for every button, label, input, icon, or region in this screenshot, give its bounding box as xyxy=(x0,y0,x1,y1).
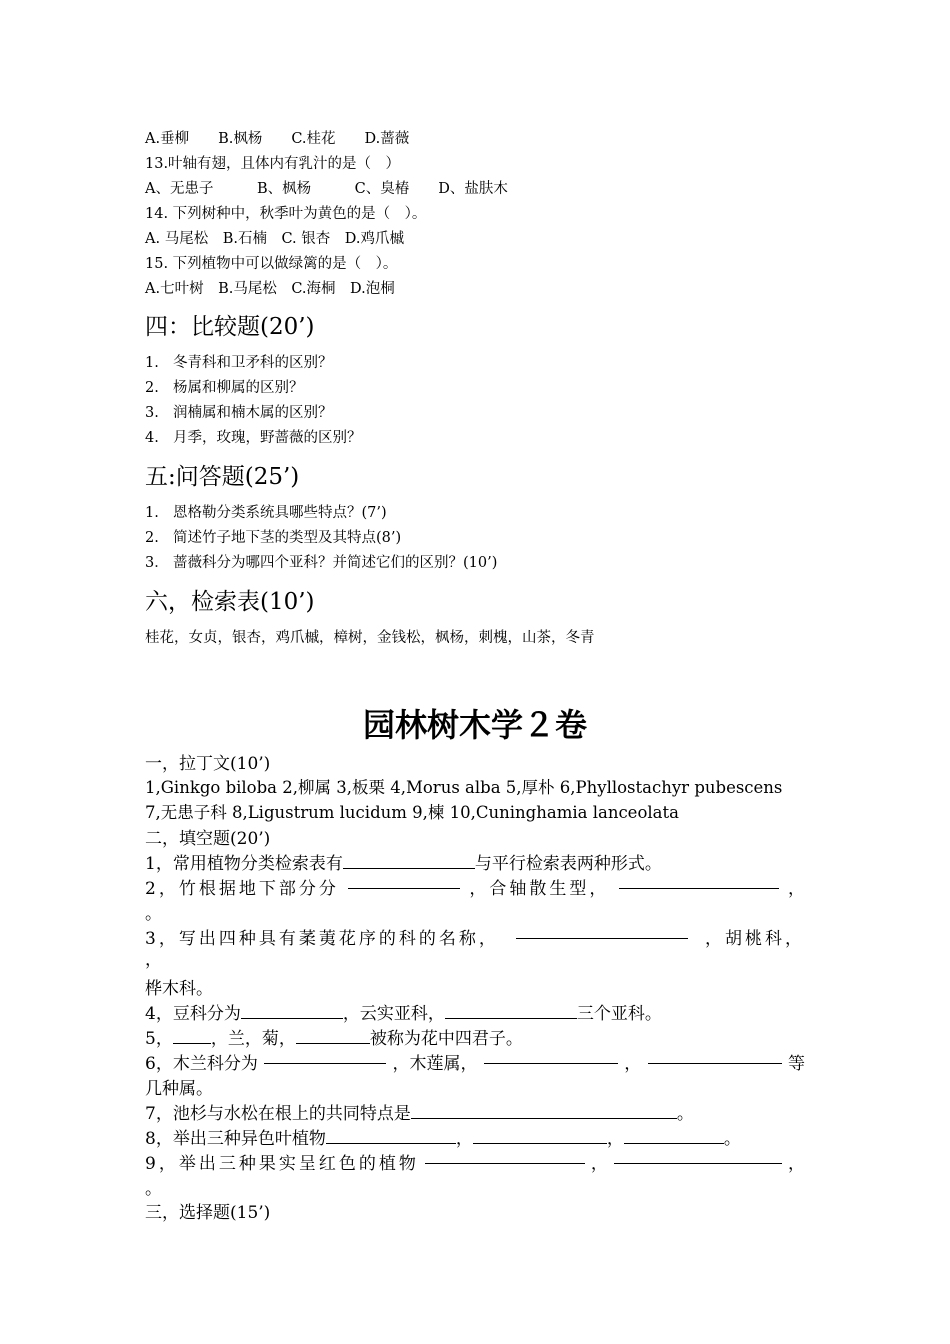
fill-item-8 xyxy=(145,1124,741,1149)
answer-blank[interactable] xyxy=(648,1049,782,1064)
fill-text: ， xyxy=(590,1154,608,1174)
answer-blank[interactable] xyxy=(516,924,688,939)
fill-text: 1，常用植物分类检索表有 xyxy=(145,854,343,874)
choice-heading: 三，选择题(15’) xyxy=(145,1203,271,1223)
item-text: 恩格勒分类系统具哪些特点？(7’) xyxy=(173,505,387,521)
item-number: 3． xyxy=(145,555,169,571)
item-number: 4. xyxy=(145,430,159,446)
section4-heading: 四：比较题(20’) xyxy=(145,314,315,340)
fill-item-1 xyxy=(145,849,662,874)
answer-blank[interactable] xyxy=(326,1129,456,1144)
latin-heading: 一，拉丁文(10’) xyxy=(145,754,271,774)
item-text: 润楠属和楠木属的区别？ xyxy=(173,405,333,421)
fill-item-3-end: 桦木科。 xyxy=(145,979,213,999)
section4-item xyxy=(145,376,304,397)
item-number: 1. xyxy=(145,355,159,371)
fill-text: 3，写出四种具有葇荑花序的科的名称， xyxy=(145,929,499,949)
item-number: 2. xyxy=(145,380,159,396)
fill-item-5 xyxy=(145,1024,523,1049)
fill-text: ， xyxy=(624,1054,642,1074)
fill-text: 8，举出三种异色叶植物 xyxy=(145,1129,326,1149)
fill-text: 。 xyxy=(723,1129,741,1149)
fill-text: 6，木兰科分为 xyxy=(145,1054,258,1074)
answer-blank[interactable] xyxy=(348,874,460,889)
item-number: 3. xyxy=(145,405,159,421)
q14-options: A. 马尾松 B.石楠 C. 银杏 D.鸡爪槭 xyxy=(145,231,404,247)
paper2-title: 园林树木学２卷 xyxy=(362,706,587,744)
fill-text: 与平行检索表两种形式。 xyxy=(474,854,662,874)
fill-text: 。 xyxy=(676,1104,694,1124)
answer-blank[interactable] xyxy=(619,874,779,889)
fill-text: ， xyxy=(787,879,805,899)
section4-item xyxy=(145,401,333,422)
fill-text: 被称为花中四君子。 xyxy=(369,1029,523,1049)
fill-text: 5， xyxy=(145,1029,173,1049)
answer-blank[interactable] xyxy=(484,1049,618,1064)
answer-blank[interactable] xyxy=(343,854,475,869)
section5-item xyxy=(145,526,401,547)
fill-item-2 xyxy=(145,874,805,899)
fill-text: ，胡桃科， xyxy=(704,929,805,949)
answer-blank[interactable] xyxy=(425,1149,585,1164)
answer-blank[interactable] xyxy=(264,1049,386,1064)
answer-blank[interactable] xyxy=(473,1129,607,1144)
fill-item-6 xyxy=(145,1049,805,1074)
fill-item-2-end: 。 xyxy=(145,904,162,924)
section6-heading: 六，检索表(10’) xyxy=(145,589,315,615)
fill-text: 7，池杉与水松在根上的共同特点是 xyxy=(145,1104,411,1124)
fill-item-7 xyxy=(145,1099,694,1124)
answer-blank[interactable] xyxy=(624,1129,724,1144)
section5-item xyxy=(145,501,387,522)
fill-text: 2，竹根据地下部分分 xyxy=(145,879,339,899)
section4-item xyxy=(145,351,333,372)
q12-options: A.垂柳 B.枫杨 C.桂花 D.蔷薇 xyxy=(145,131,410,147)
item-text: 冬青科和卫矛科的区别？ xyxy=(173,355,333,371)
answer-blank[interactable] xyxy=(411,1104,677,1119)
q14-question: 14. 下列树种中，秋季叶为黄色的是（ ）。 xyxy=(145,206,427,222)
item-text: 简述竹子地下茎的类型及其特点(8’) xyxy=(173,530,402,546)
q15-question: 15. 下列植物中可以做绿篱的是（ ）。 xyxy=(145,256,398,272)
item-number: 2. xyxy=(145,530,159,546)
q13-question: 13.叶轴有翅，且体内有乳汁的是（ ） xyxy=(145,156,401,172)
fill-text: ， xyxy=(787,1154,805,1174)
fill-item-3-comma: ， xyxy=(145,950,162,970)
q15-options: A.七叶树 B.马尾松 C.海桐 D.泡桐 xyxy=(145,281,395,297)
section5-heading: 五:问答题(25’) xyxy=(145,464,300,490)
fill-text: ， xyxy=(606,1129,624,1149)
fill-item-3 xyxy=(145,924,805,949)
fill-text: 三个亚科。 xyxy=(576,1004,662,1024)
answer-blank[interactable] xyxy=(445,1004,577,1019)
item-text: 蔷薇科分为哪四个亚科？并简述它们的区别？(10’) xyxy=(173,555,498,571)
q13-options: A、无患子 B、枫杨 C、臭椿 D、盐肤木 xyxy=(145,181,508,197)
answer-blank[interactable] xyxy=(173,1029,211,1044)
answer-blank[interactable] xyxy=(614,1149,782,1164)
item-text: 杨属和柳属的区别？ xyxy=(173,380,304,396)
fill-item-4 xyxy=(145,999,662,1024)
answer-blank[interactable] xyxy=(241,1004,343,1019)
answer-blank[interactable] xyxy=(296,1029,370,1044)
fill-item-6-end: 几种属。 xyxy=(145,1079,213,1099)
fill-item-9-end: 。 xyxy=(145,1179,162,1199)
fill-text: 9，举出三种果实呈红色的植物 xyxy=(145,1154,419,1174)
item-text: 月季，玫瑰，野蔷薇的区别？ xyxy=(173,430,362,446)
item-number: 1. xyxy=(145,505,159,521)
fill-text: 4，豆科分为 xyxy=(145,1004,241,1024)
latin-line-1: 1,Ginkgo biloba 2,柳属 3,板栗 4,Morus alba 5,厚朴 6,Phyllostachyr pubescens xyxy=(145,778,783,797)
section5-item xyxy=(145,551,497,572)
section4-item xyxy=(145,426,362,447)
fill-text: ，合轴散生型， xyxy=(469,879,610,899)
fill-text: ，云实亚科， xyxy=(342,1004,445,1024)
fill-item-9 xyxy=(145,1149,805,1174)
fill-text: ， xyxy=(455,1129,473,1149)
fill-text: ，木莲属， xyxy=(392,1054,478,1074)
fill-heading: 二，填空题(20’) xyxy=(145,829,271,849)
fill-text: 等 xyxy=(787,1054,805,1074)
latin-line-2: 7,无患子科 8,Ligustrum lucidum 9,楝 10,Cuninghamia lanceolata xyxy=(145,803,679,822)
fill-text: ，兰，菊， xyxy=(210,1029,296,1049)
section6-plant-list: 桂花，女贞，银杏，鸡爪槭，樟树，金钱松，枫杨，刺槐，山茶，冬青 xyxy=(145,630,595,646)
